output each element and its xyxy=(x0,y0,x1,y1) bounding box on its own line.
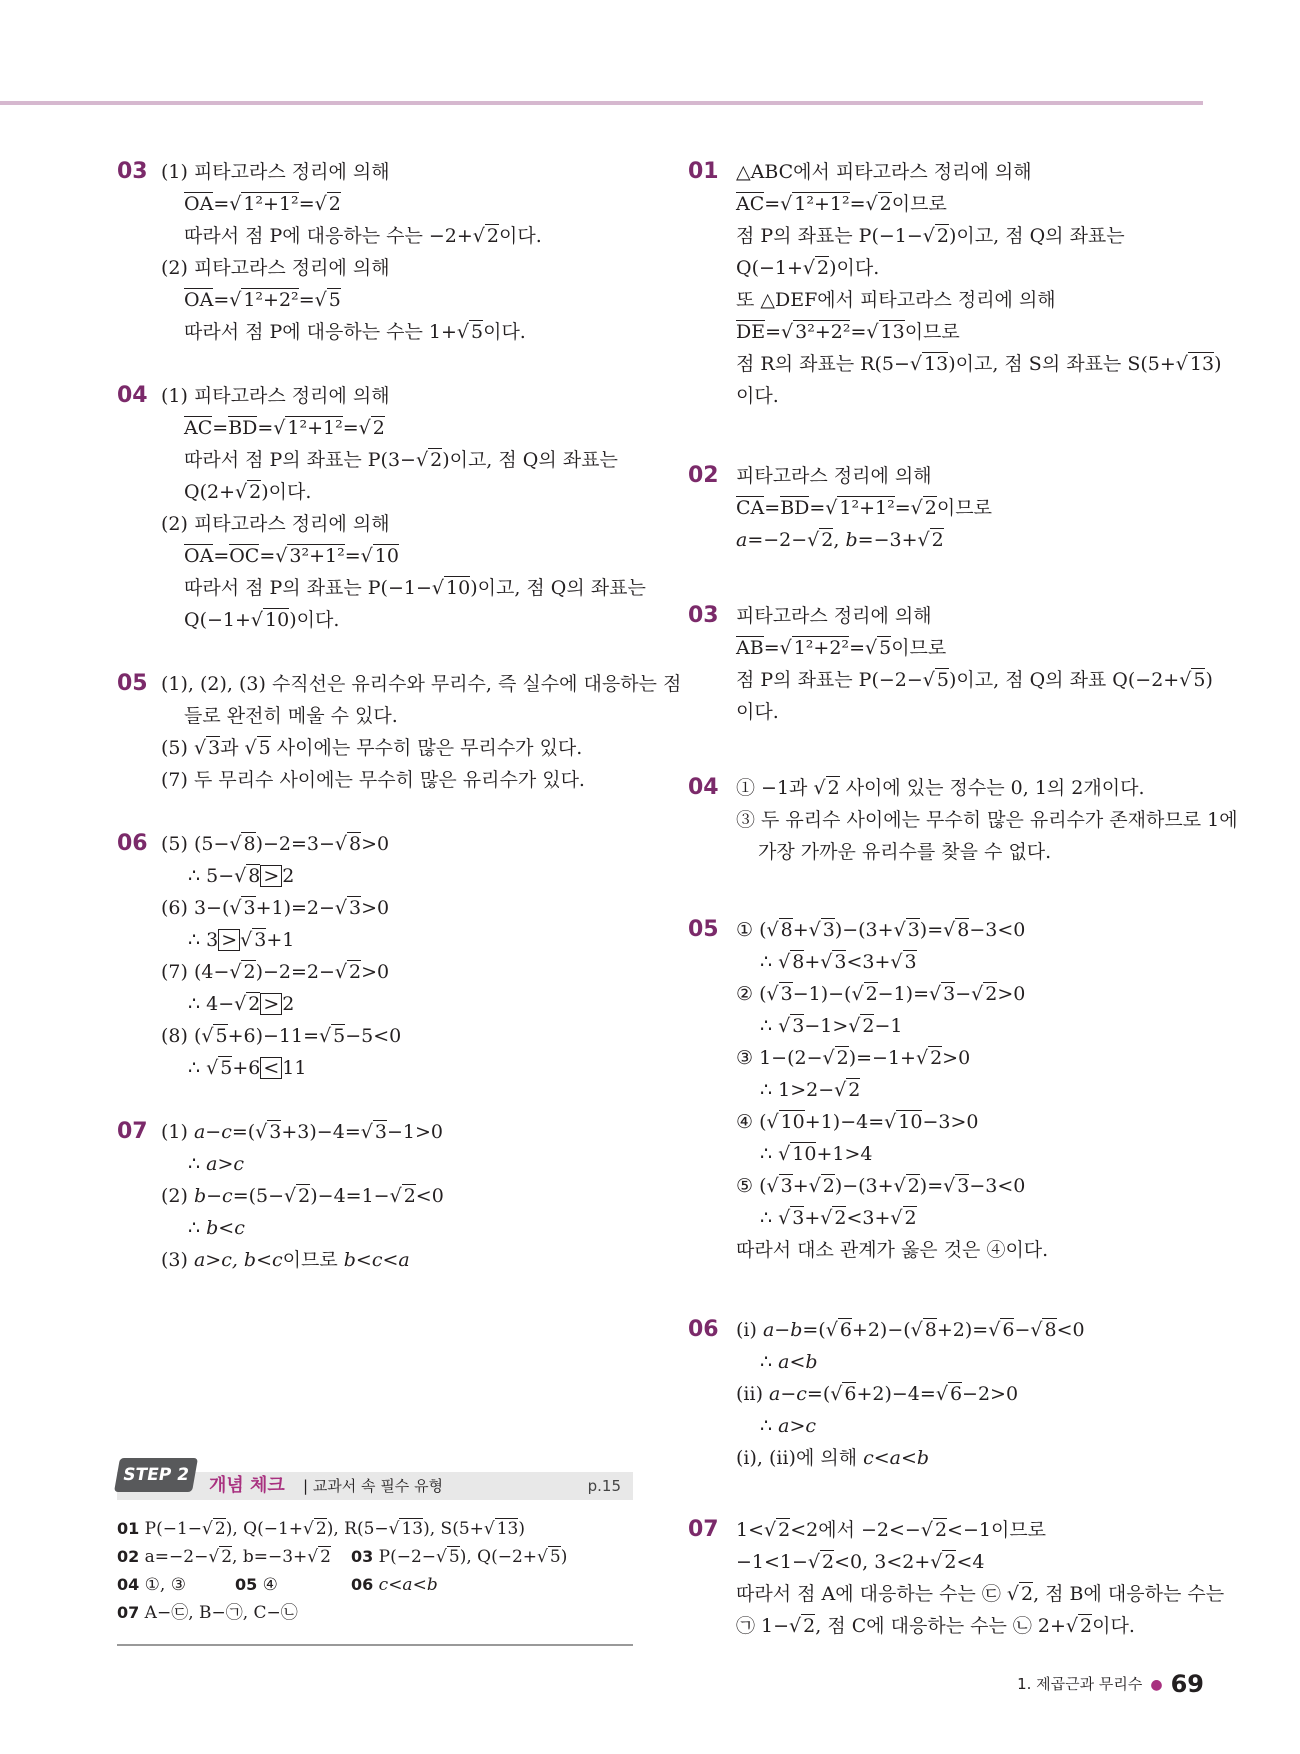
problem-number: 07 xyxy=(688,1517,719,1542)
chapter-title: 1. 제곱근과 무리수 xyxy=(1017,1675,1143,1693)
problem-number: 01 xyxy=(688,159,719,184)
step2-header xyxy=(117,1454,633,1494)
solution-line: ∴ a>c xyxy=(760,1415,817,1437)
solution-line: 들로 완전히 메울 수 있다. xyxy=(184,705,398,727)
problem-number: 04 xyxy=(688,775,719,800)
solution-line: (5) √ 3과 √ 5 사이에는 무수히 많은 무리수가 있다. xyxy=(161,737,583,759)
solution-line: 1<√ 2<2에서 −2<−√ 2<−1이므로 xyxy=(736,1519,1047,1541)
solution-line: Q(−1+√ 2)이다. xyxy=(736,257,880,279)
solution-line: ㉠ 1−√ 2, 점 C에 대응하는 수는 ㉡ 2+√ 2이다. xyxy=(736,1615,1135,1637)
problem-number: 05 xyxy=(688,917,719,942)
solution-line: ∴ √ 3−1>√ 2−1 xyxy=(760,1015,903,1037)
solution-line: ⑤ (√ 3+√ 2)−(3+√ 2)=√ 3−3<0 xyxy=(736,1175,1026,1197)
answer-line: 03 P(−2−√ 5), Q(−2+√ 5) xyxy=(351,1547,568,1567)
solution-line: 이다. xyxy=(736,385,779,407)
problem-number: 06 xyxy=(117,831,148,856)
solution-line: 따라서 점 P에 대응하는 수는 −2+√ 2이다. xyxy=(184,225,542,247)
solution-line: ③ 두 유리수 사이에는 무수히 많은 유리수가 존재하므로 1에 xyxy=(736,809,1238,831)
solution-line: (1) 피타고라스 정리에 의해 xyxy=(161,385,390,407)
problem-number: 05 xyxy=(117,671,148,696)
solution-line: 또 △DEF에서 피타고라스 정리에 의해 xyxy=(736,289,1056,311)
solution-line: Q(−1+√ 10)이다. xyxy=(184,609,340,631)
solution-line: 피타고라스 정리에 의해 xyxy=(736,605,932,627)
solution-line: ∴ 1>2−√ 2 xyxy=(760,1079,861,1101)
solution-line: (3) a>c, b<c이므로 b<c<a xyxy=(161,1249,410,1271)
solution-line: ∴ 5−√ 8 > 2 xyxy=(188,865,295,887)
solution-line: OA=OC=√ 3²+1²=√ 10 xyxy=(184,545,399,567)
solution-line: (8) (√ 5+6)−11=√ 5−5<0 xyxy=(161,1025,402,1047)
solution-line: ∴ √ 10+1>4 xyxy=(760,1143,873,1165)
answer-line: 05 ④ xyxy=(235,1575,278,1595)
solution-line: 따라서 점 P의 좌표는 P(−1−√ 10)이고, 점 Q의 좌표는 xyxy=(184,577,646,599)
solution-line: (ⅰ), (ⅱ)에 의해 c<a<b xyxy=(736,1447,930,1469)
solution-line: AB=√ 1²+2²=√ 5이므로 xyxy=(736,637,947,659)
step2-title: 개념 체크 xyxy=(209,1475,285,1496)
solution-line: 가장 가까운 유리수를 찾을 수 없다. xyxy=(758,841,1052,863)
solution-line: ③ 1−(2−√ 2)=−1+√ 2>0 xyxy=(736,1047,971,1069)
step2-subtitle: | 교과서 속 필수 유형 xyxy=(303,1477,444,1495)
solution-line: (1) 피타고라스 정리에 의해 xyxy=(161,161,390,183)
solution-line: −1<1−√ 2<0, 3<2+√ 2<4 xyxy=(736,1551,985,1573)
solution-line: △ABC에서 피타고라스 정리에 의해 xyxy=(736,161,1032,183)
problem-number: 03 xyxy=(117,159,148,184)
solution-line: 따라서 점 P의 좌표는 P(3−√ 2)이고, 점 Q의 좌표는 xyxy=(184,449,618,471)
solution-line: 피타고라스 정리에 의해 xyxy=(736,465,932,487)
page-footer xyxy=(1017,1670,1204,1698)
solution-line: 점 P의 좌표는 P(−1−√ 2)이고, 점 Q의 좌표는 xyxy=(736,225,1125,247)
problem-number: 06 xyxy=(688,1317,719,1342)
step2-badge: STEP 2 xyxy=(114,1458,198,1492)
solution-line: (1), (2), (3) 수직선은 유리수와 무리수, 즉 실수에 대응하는 점 xyxy=(161,673,682,695)
solution-line: OA=√ 1²+1²=√ 2 xyxy=(184,193,341,215)
solution-line: ① (√ 8+√ 3)−(3+√ 3)=√ 8−3<0 xyxy=(736,919,1026,941)
top-rule xyxy=(0,101,1203,105)
step2-bottom-rule xyxy=(117,1644,633,1646)
solution-line: ∴ √ 8+√ 3<3+√ 3 xyxy=(760,951,917,973)
answer-line: 07 A−㉢, B−㉠, C−㉡ xyxy=(117,1603,298,1623)
solution-line: 점 P의 좌표는 P(−2−√ 5)이고, 점 Q의 좌표 Q(−2+√ 5) xyxy=(736,669,1213,691)
solution-line: (1) a−c=(√ 3+3)−4=√ 3−1>0 xyxy=(161,1121,443,1143)
solution-line: ∴ 3 > √ 3+1 xyxy=(188,929,295,951)
solution-line: ∴ 4−√ 2 > 2 xyxy=(188,993,295,1015)
solution-line: ∴ b<c xyxy=(188,1217,245,1239)
solution-line: (5) (5−√ 8)−2=3−√ 8>0 xyxy=(161,833,390,855)
problem-number: 04 xyxy=(117,383,148,408)
solution-line: 따라서 점 A에 대응하는 수는 ㉢ √ 2, 점 B에 대응하는 수는 xyxy=(736,1583,1225,1605)
solution-line: (7) 두 무리수 사이에는 무수히 많은 유리수가 있다. xyxy=(161,769,585,791)
solution-line: AC=√ 1²+1²=√ 2이므로 xyxy=(736,193,947,215)
problem-number: 03 xyxy=(688,603,719,628)
solution-line: 따라서 대소 관계가 옳은 것은 ④이다. xyxy=(736,1239,1049,1261)
solution-line: OA=√ 1²+2²=√ 5 xyxy=(184,289,341,311)
problem-number: 07 xyxy=(117,1119,148,1144)
answer-line: 02 a=−2−√ 2, b=−3+√ 2 xyxy=(117,1547,331,1567)
solution-line: (2) b−c=(5−√ 2)−4=1−√ 2<0 xyxy=(161,1185,444,1207)
solution-line: ∴ √ 5+6 < 11 xyxy=(188,1057,307,1079)
bullet-icon: ● xyxy=(1150,1677,1163,1693)
solution-line: DE=√ 3²+2²=√ 13이므로 xyxy=(736,321,960,343)
solution-line: 이다. xyxy=(736,701,779,723)
solution-line: ④ (√ 10+1)−4=√ 10−3>0 xyxy=(736,1111,979,1133)
solution-line: CA=BD=√ 1²+1²=√ 2이므로 xyxy=(736,497,992,519)
solution-line: (6) 3−(√ 3+1)=2−√ 3>0 xyxy=(161,897,390,919)
answer-line: 06 c<a<b xyxy=(351,1575,438,1595)
solution-line: (ⅱ) a−c=(√ 6+2)−4=√ 6−2>0 xyxy=(736,1383,1019,1405)
solution-line: Q(2+√ 2)이다. xyxy=(184,481,312,503)
solution-line: ① −1과 √ 2 사이에 있는 정수는 0, 1의 2개이다. xyxy=(736,777,1145,799)
solution-line: 따라서 점 P에 대응하는 수는 1+√ 5이다. xyxy=(184,321,526,343)
step2-page-ref: p.15 xyxy=(587,1477,621,1495)
solution-line: ∴ √ 3+√ 2<3+√ 2 xyxy=(760,1207,917,1229)
solution-line: a=−2−√ 2, b=−3+√ 2 xyxy=(736,529,944,551)
solution-line: (2) 피타고라스 정리에 의해 xyxy=(161,513,390,535)
solution-line: AC=BD=√ 1²+1²=√ 2 xyxy=(184,417,385,439)
solution-line: ② (√ 3−1)−(√ 2−1)=√ 3−√ 2>0 xyxy=(736,983,1026,1005)
solution-line: ∴ a>c xyxy=(188,1153,245,1175)
answer-line: 04 ①, ③ xyxy=(117,1575,186,1595)
answer-line: 01 P(−1−√ 2), Q(−1+√ 2), R(5−√ 13), S(5+√ 13) xyxy=(117,1519,526,1539)
solution-line: (7) (4−√ 2)−2=2−√ 2>0 xyxy=(161,961,390,983)
solution-line: ∴ a<b xyxy=(760,1351,818,1373)
solution-line: (ⅰ) a−b=(√ 6+2)−(√ 8+2)=√ 6−√ 8<0 xyxy=(736,1319,1085,1341)
solution-line: (2) 피타고라스 정리에 의해 xyxy=(161,257,390,279)
solution-line: 점 R의 좌표는 R(5−√ 13)이고, 점 S의 좌표는 S(5+√ 13) xyxy=(736,353,1222,375)
page-number: 69 xyxy=(1170,1670,1204,1698)
problem-number: 02 xyxy=(688,463,719,488)
step2-answer-box xyxy=(117,1454,633,1623)
